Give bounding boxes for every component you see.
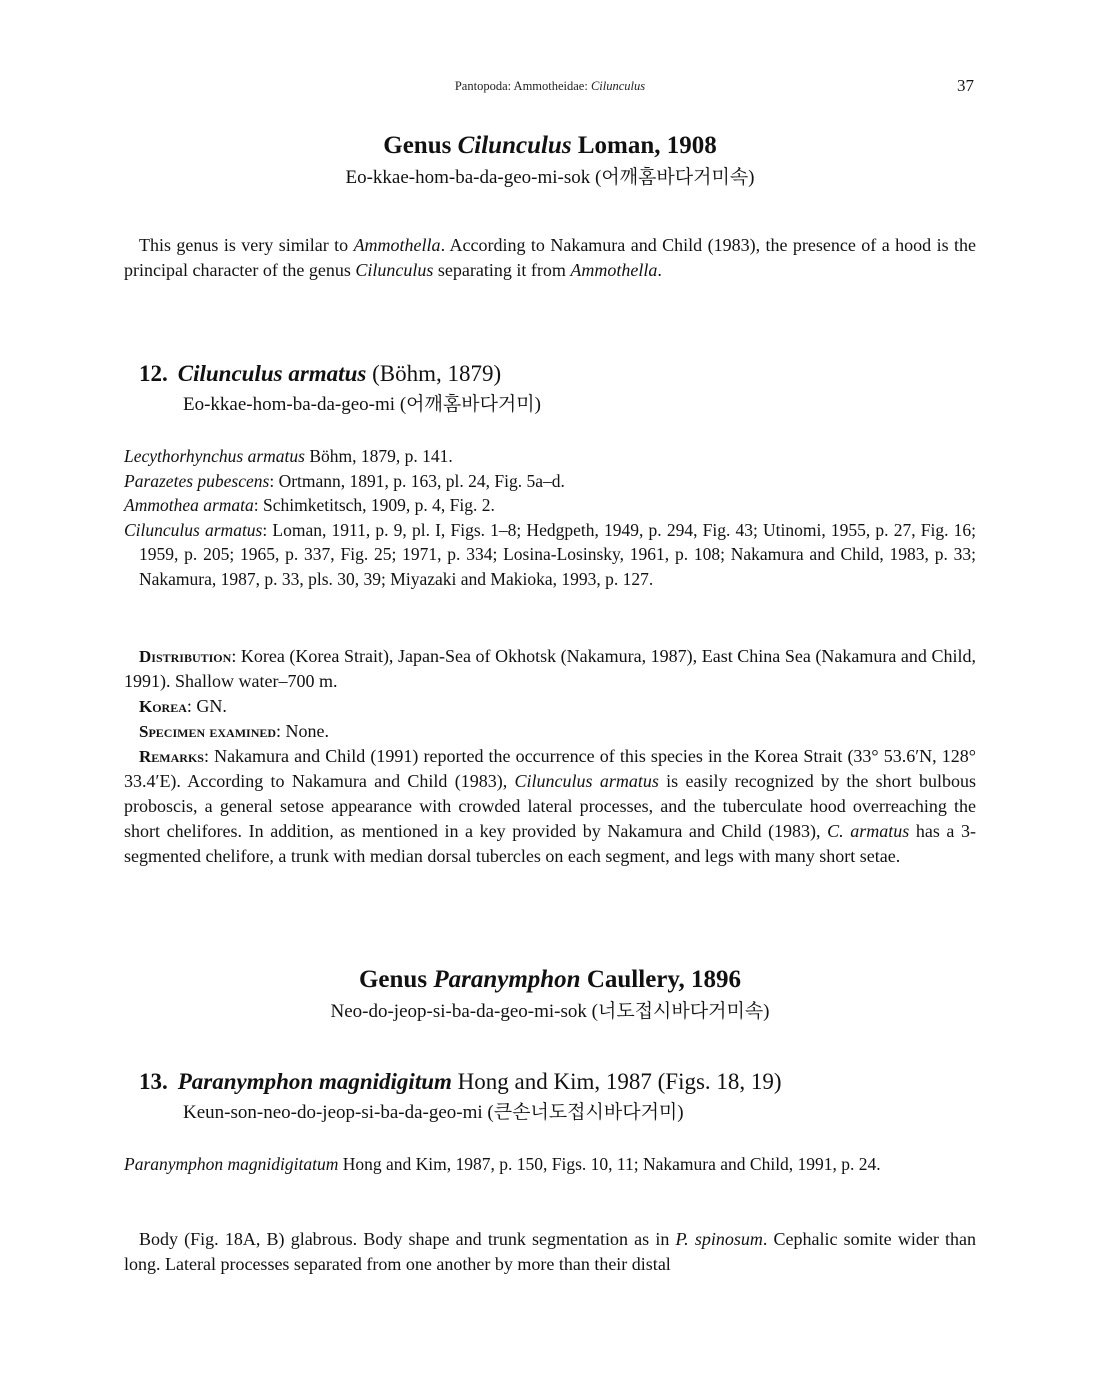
synonymy-list (124, 1152, 976, 1177)
page-header (0, 76, 1100, 98)
synonymy-list (124, 444, 976, 591)
species-korean-name: Eo-kkae-hom-ba-da-geo-mi (어깨홈바다거미) (183, 394, 541, 415)
synonym-entry: Ammothea armata: Schimketitsch, 1909, p. 4, Fig. 2. (124, 495, 495, 515)
synonym-entry: Lecythorhynchus armatus Böhm, 1879, p. 141. (124, 446, 453, 466)
synonym-entry: Cilunculus armatus: Loman, 1911, p. 9, pl. I, Figs. 1–8; Hedgpeth, 1949, p. 294, Fig. 43; Utinomi, 1955, p. 27, Fig. 16; 1959, p. 205; 1965, p. 337, Fig. 25; 1971, p. 334; Losina-Losinsky, 1961, p. 108; Nakamura and Child, 1983, p. 33; Nakamura, 1987, p. 33, pls. 30, 39; Miyazaki and Makioka, 1993, p. 127. (124, 519, 976, 589)
species-title: 12. Cilunculus armatus (Böhm, 1879) (139, 361, 502, 386)
genus-korean-name: Eo-kkae-hom-ba-da-geo-mi-sok (어깨홈바다거미속) (345, 167, 755, 188)
genus-title: Genus Paranymphon Caullery, 1896 (358, 966, 742, 993)
specimen-paragraph: Specimen examined: None. (139, 721, 330, 741)
species-12-sections (124, 644, 976, 869)
running-head: Pantopoda: Ammotheidae: Cilunculus (454, 79, 646, 93)
genus-title: Genus Cilunculus Loman, 1908 (383, 132, 717, 159)
species-12-heading (139, 359, 976, 419)
body-description-paragraph: Body (Fig. 18A, B) glabrous. Body shape and trunk segmentation as in P. spinosum. Cephalic somite wider than long. Lateral processes separated from one another by more than their distal (124, 1229, 976, 1274)
species-13-heading (139, 1067, 976, 1127)
genus-korean-name: Neo-do-jeop-si-ba-da-geo-mi-sok (너도접시바다거미속) (330, 1001, 770, 1022)
synonym-entry: Paranymphon magnidigitatum Hong and Kim, 1987, p. 150, Figs. 10, 11; Nakamura and Child, 1991, p. 24. (124, 1154, 881, 1174)
species-korean-name: Keun-son-neo-do-jeop-si-ba-da-geo-mi (큰손너도접시바다거미) (183, 1102, 684, 1123)
distribution-paragraph: Distribution: Korea (Korea Strait), Japan-Sea of Okhotsk (Nakamura, 1987), East China Sea (Nakamura and Child, 1991). Shallow water–700 m. (124, 646, 976, 691)
genus-intro-paragraph: This genus is very similar to Ammothella. According to Nakamura and Child (1983), the presence of a hood is the principal character of the genus Cilunculus separating it from Ammothella. (124, 235, 976, 280)
species-title: 13. Paranymphon magnidigitum Hong and Kim, 1987 (Figs. 18, 19) (139, 1069, 782, 1094)
page-number: 37 (957, 76, 974, 95)
synonym-entry: Parazetes pubescens: Ortmann, 1891, p. 163, pl. 24, Fig. 5a–d. (124, 470, 565, 491)
genus-paranymphon-heading (124, 964, 976, 1026)
genus-cilunculus-heading (124, 130, 976, 192)
korea-paragraph: Korea: GN. (139, 696, 227, 716)
remarks-paragraph: Remarks: Nakamura and Child (1991) reported the occurrence of this species in the Korea Strait (33° 53.6′N, 128° 33.4′E). According to Nakamura and Child (1983), Cilunculus armatus is easily recognized by the short bulbous proboscis, a general setose appearance with crowded lateral processes, and the tuberculate hood overreaching the short chelifores. In addition, as mentioned in a key provided by Nakamura and Child (1983), C. armatus has a 3-segmented chelifore, a trunk with median dorsal tubercles on each segment, and legs with many short setae. (124, 746, 977, 866)
